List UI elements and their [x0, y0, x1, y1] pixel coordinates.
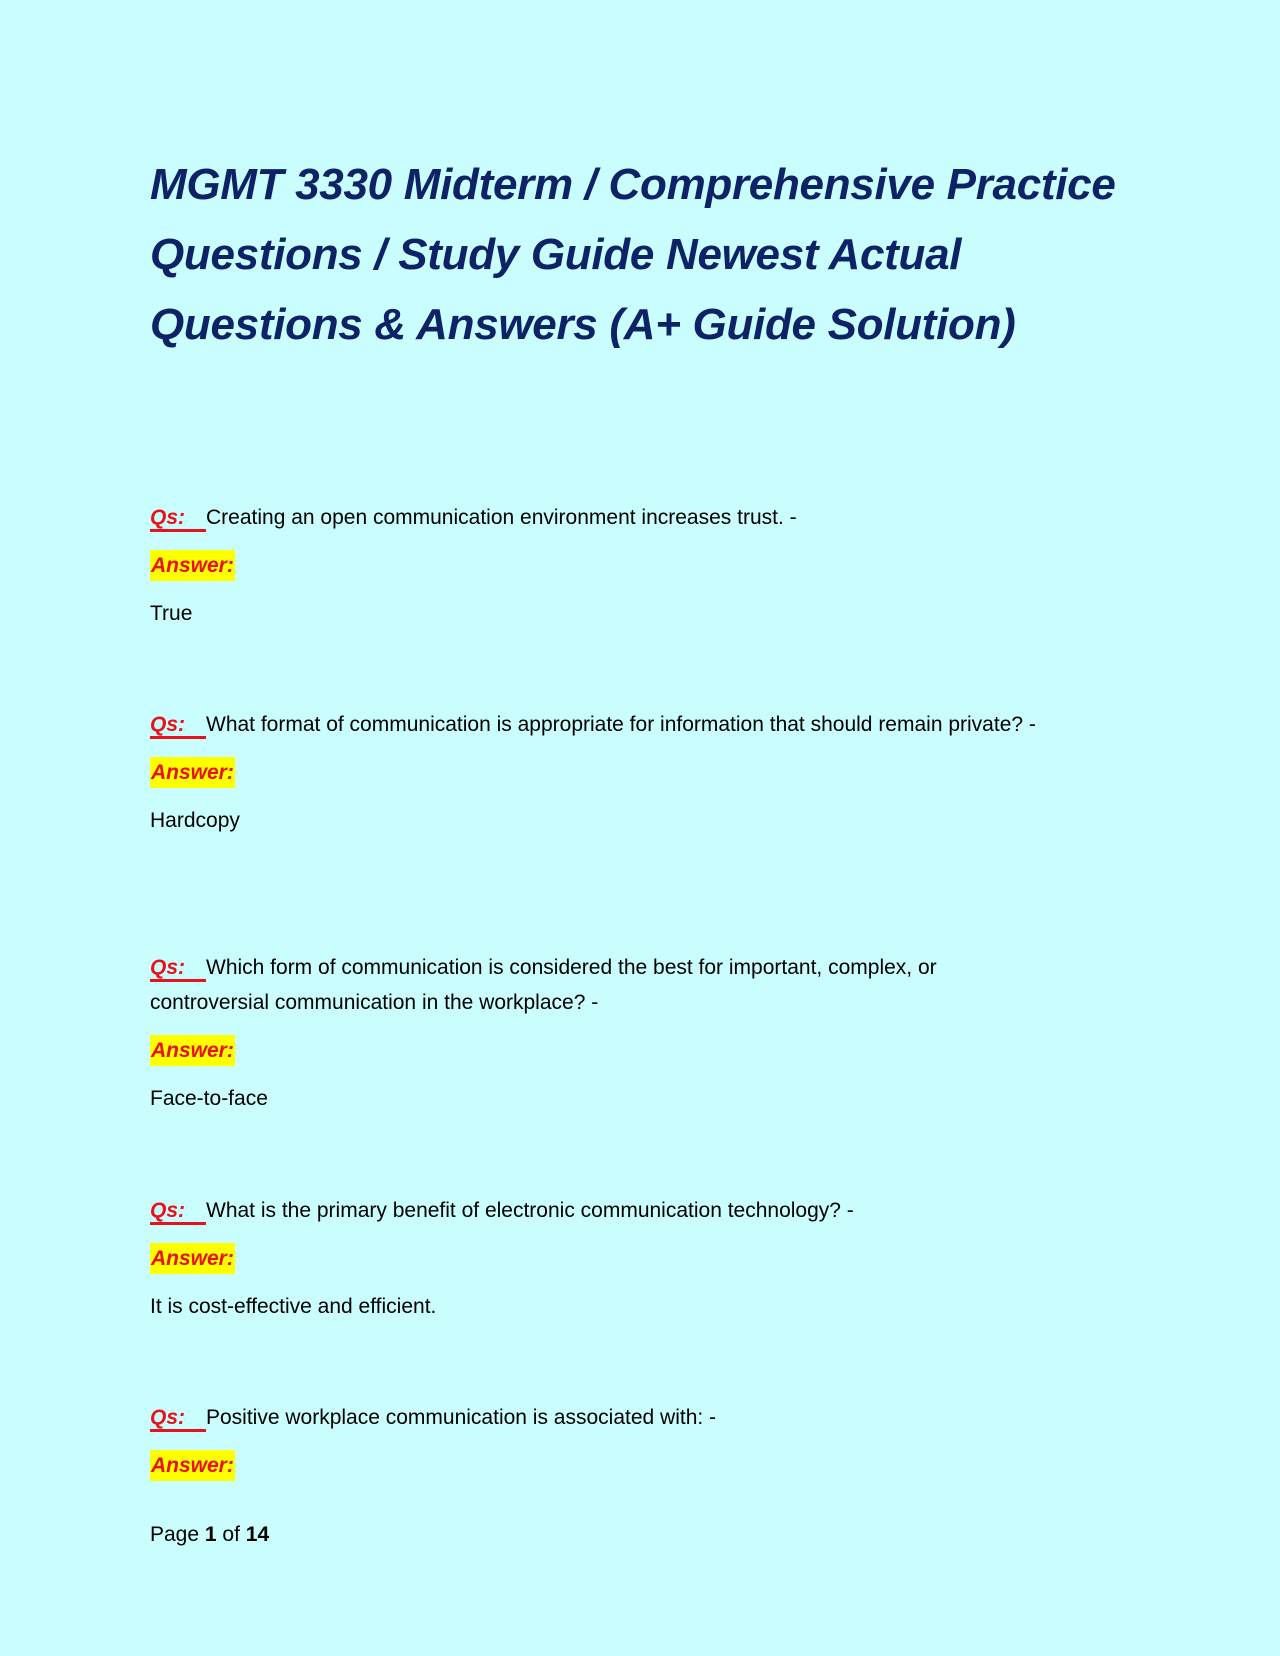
of-word: of [222, 1523, 240, 1546]
answer-text: Face-to-face [150, 1087, 268, 1110]
question-line [150, 707, 1130, 742]
answer-label: Answer: [150, 1035, 235, 1066]
question-line [150, 500, 1140, 535]
question-text: Which form of communication is considered the best for important, complex, or controversial communication in the workplace? - [150, 956, 937, 1014]
question-text: Positive workplace communication is associated with: - [206, 1406, 717, 1429]
document-title: MGMT 3330 Midterm / Comprehensive Practice Questions / Study Guide Newest Actual Questions & Answers (A+ Guide Solution) [150, 160, 1116, 349]
total-pages-number: 14 [245, 1523, 270, 1546]
page-word: Page [150, 1523, 200, 1546]
answer-label: Answer: [150, 550, 235, 581]
qs-label: Qs: [150, 957, 206, 982]
answer-label: Answer: [150, 1450, 235, 1481]
qa-item-1 [150, 500, 1140, 629]
question-text: What is the primary benefit of electronic communication technology? - [206, 1199, 854, 1222]
qs-label: Qs: [150, 1407, 206, 1432]
question-line [150, 1193, 1140, 1228]
question-line [150, 950, 1030, 1020]
qa-item-3 [150, 950, 1030, 1114]
qs-label: Qs: [150, 1200, 206, 1225]
question-text: What format of communication is appropriate for information that should remain private? - [206, 713, 1036, 736]
qa-item-2 [150, 707, 1130, 836]
answer-text: Hardcopy [150, 809, 240, 832]
answer-label: Answer: [150, 757, 235, 788]
page-footer [150, 1520, 269, 1550]
current-page-number: 1 [204, 1523, 217, 1546]
document-page [150, 150, 1140, 360]
qs-label: Qs: [150, 507, 206, 532]
answer-text: It is cost-effective and efficient. [150, 1295, 437, 1318]
qs-label: Qs: [150, 714, 206, 739]
question-line [150, 1400, 1140, 1435]
answer-text: True [150, 602, 193, 625]
answer-label: Answer: [150, 1243, 235, 1274]
qa-item-5 [150, 1400, 1140, 1481]
question-text: Creating an open communication environment increases trust. - [206, 506, 797, 529]
qa-item-4 [150, 1193, 1140, 1322]
